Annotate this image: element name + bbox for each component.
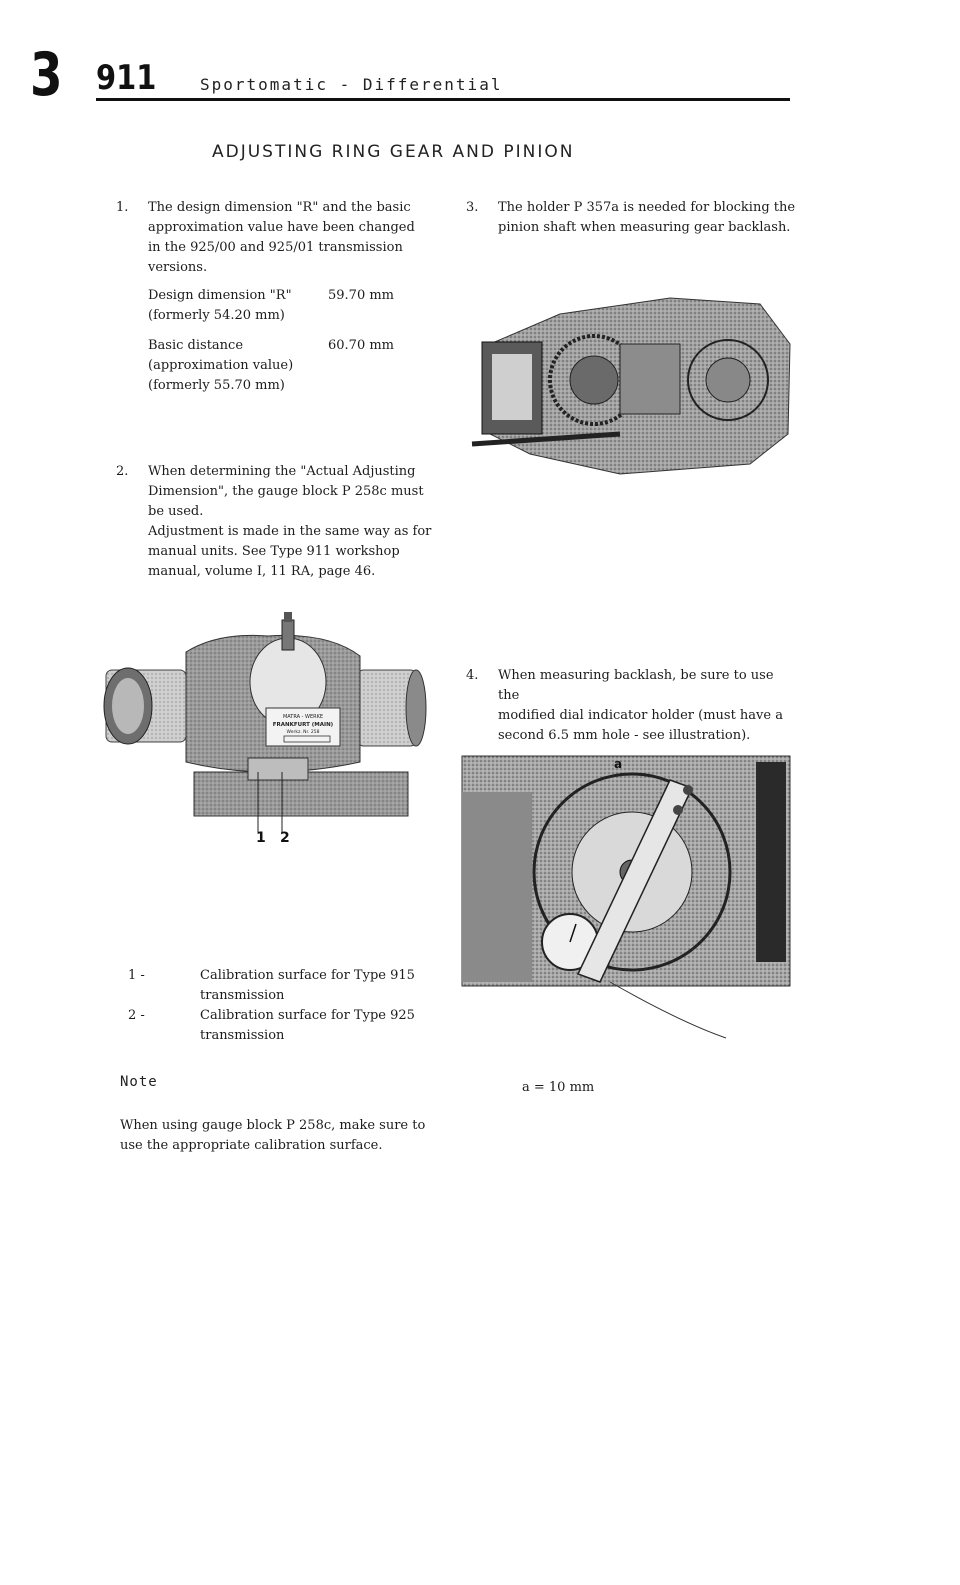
text-line: in the 925/00 and 925/01 transmission	[148, 240, 403, 255]
transmission-holder-illustration	[470, 284, 800, 494]
legend-line: Calibration surface for Type 925	[200, 1008, 415, 1023]
dial-indicator-figure	[460, 752, 796, 1042]
calibration-label-1: 1	[256, 830, 266, 846]
text-line: approximation value have been changed	[148, 220, 415, 235]
item-3-text	[498, 198, 798, 238]
note-heading: Note	[120, 1074, 158, 1090]
page-title: ADJUSTING RING GEAR AND PINION	[212, 142, 575, 162]
text-line: Adjustment is made in the same way as for	[148, 524, 432, 539]
dimension-label-a: a	[614, 757, 623, 771]
chapter-number: 3	[30, 40, 63, 110]
text-line: pinion shaft when measuring gear backlash.	[498, 220, 791, 235]
plate-text: FRANKFURT (MAIN)	[272, 722, 334, 728]
legend-line: Calibration surface for Type 915	[200, 968, 415, 983]
spec-basic-distance-value: 60.70 mm	[328, 338, 395, 353]
text-line: The design dimension "R" and the basic	[148, 200, 411, 215]
spec-label: Design dimension "R"	[148, 288, 292, 303]
item-2-number: 2.	[116, 464, 129, 479]
gauge-block-figure	[98, 612, 438, 852]
dial-indicator-illustration	[460, 752, 796, 1042]
text-line: be used.	[148, 504, 204, 519]
item-1-number: 1.	[116, 200, 129, 215]
text-line: When measuring backlash, be sure to use the	[498, 668, 774, 703]
text-line: manual units. See Type 911 workshop	[148, 544, 400, 559]
section-title: Sportomatic - Differential	[200, 75, 503, 94]
note-line: When using gauge block P 258c, make sure to	[120, 1118, 426, 1133]
legend-1-text	[200, 966, 415, 1006]
note-line: use the appropriate calibration surface.	[120, 1138, 383, 1153]
dial-caption: a = 10 mm	[522, 1080, 595, 1095]
plate-text: Werkz. Nr. 258	[286, 730, 320, 735]
legend-2-number: 2 -	[128, 1008, 145, 1023]
legend-line: transmission	[200, 988, 285, 1003]
spec-design-dimension	[148, 286, 292, 326]
text-line: versions.	[148, 260, 208, 275]
gauge-block-illustration	[98, 612, 438, 852]
text-line: modified dial indicator holder (must have a	[498, 708, 783, 723]
legend-1-number: 1 -	[128, 968, 145, 983]
note-text	[120, 1116, 425, 1156]
spec-label: (formerly 55.70 mm)	[148, 378, 285, 393]
calibration-label-2: 2	[280, 830, 290, 846]
transmission-figure	[470, 284, 800, 494]
spec-design-dimension-value: 59.70 mm	[328, 288, 395, 303]
item-4-text	[498, 666, 798, 746]
spec-label: (formerly 54.20 mm)	[148, 308, 285, 323]
spec-basic-distance	[148, 336, 293, 396]
plate-text: MATRA - WERKE	[282, 714, 324, 720]
text-line: Dimension", the gauge block P 258c must	[148, 484, 424, 499]
text-line: When determining the "Actual Adjusting	[148, 464, 416, 479]
legend-2-text	[200, 1006, 415, 1046]
text-line: second 6.5 mm hole - see illustration).	[498, 728, 751, 743]
spec-label: (approximation value)	[148, 358, 294, 373]
text-line: manual, volume I, 11 RA, page 46.	[148, 564, 376, 579]
item-4-number: 4.	[466, 668, 479, 683]
item-3-number: 3.	[466, 200, 479, 215]
legend-line: transmission	[200, 1028, 285, 1043]
item-2-text	[148, 462, 448, 582]
header-rule	[96, 98, 790, 101]
model-number: 911	[96, 58, 157, 98]
text-line: The holder P 357a is needed for blocking the	[498, 200, 796, 215]
item-1-text	[148, 198, 448, 278]
spec-label: Basic distance	[148, 338, 244, 353]
